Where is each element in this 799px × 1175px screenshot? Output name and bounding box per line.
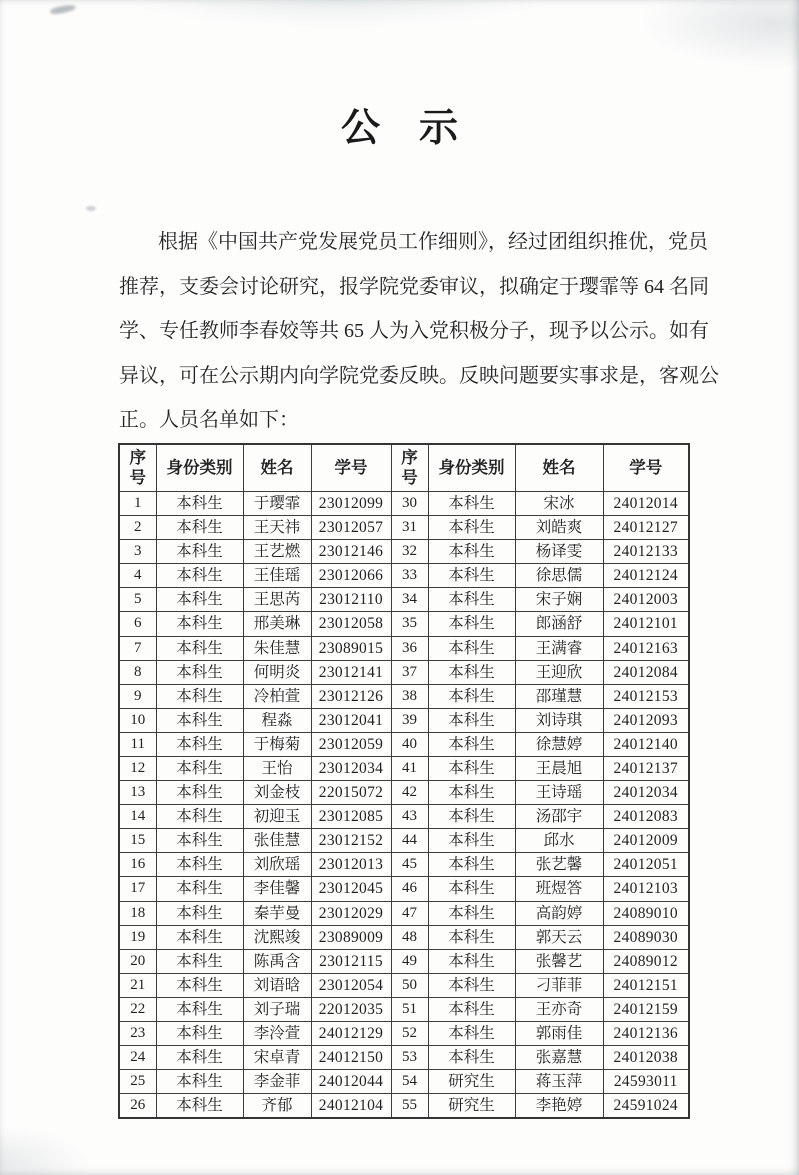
column-header: 学号 [311,444,391,492]
table-row [119,949,689,973]
name-cell: 邢美琳 [243,612,311,636]
name-cell: 刘语晗 [243,973,311,997]
table-row [119,732,689,756]
table-row [119,660,689,684]
name-cell: 何明炎 [243,660,311,684]
name-cell: 冷柏萱 [243,684,311,708]
column-header: 身份类别 [156,444,243,492]
category-cell: 本科生 [156,901,243,925]
category-cell: 研究生 [428,1094,515,1119]
roster-table [118,443,690,1119]
name-cell: 于梅菊 [243,732,311,756]
name-cell: 程淼 [243,708,311,732]
id-cell: 24593011 [603,1070,689,1094]
table-row [119,516,689,540]
seq-cell: 20 [119,949,156,973]
category-cell: 本科生 [428,660,515,684]
table-row [119,1094,689,1119]
category-cell: 本科生 [428,540,515,564]
seq-cell: 8 [119,660,156,684]
seq-cell: 53 [391,1046,428,1070]
table-row [119,684,689,708]
seq-cell: 32 [391,540,428,564]
seq-cell: 41 [391,757,428,781]
table-row [119,829,689,853]
announcement-paragraph [119,220,719,443]
category-cell: 本科生 [428,901,515,925]
id-cell: 24012009 [603,829,689,853]
name-cell: 王艺燃 [243,540,311,564]
id-cell: 24012153 [603,684,689,708]
category-cell: 本科生 [428,516,515,540]
seq-cell: 11 [119,732,156,756]
id-cell: 24012003 [603,588,689,612]
name-cell: 李佳馨 [243,877,311,901]
id-cell: 23012029 [311,901,391,925]
table-row [119,901,689,925]
table-row [119,1046,689,1070]
id-cell: 24012093 [603,708,689,732]
name-cell: 刁菲菲 [515,973,603,997]
seq-cell: 54 [391,1070,428,1094]
table-row [119,853,689,877]
name-cell: 王亦奇 [515,997,603,1021]
name-cell: 徐思儒 [515,564,603,588]
name-cell: 王思芮 [243,588,311,612]
name-cell: 杨译雯 [515,540,603,564]
column-header: 序号 [119,444,156,492]
table-row [119,708,689,732]
name-cell: 邱水 [515,829,603,853]
id-cell: 23089015 [311,636,391,660]
seq-cell: 36 [391,636,428,660]
name-cell: 刘欣瑶 [243,853,311,877]
id-cell: 24012127 [603,516,689,540]
id-cell: 22012035 [311,997,391,1021]
name-cell: 王晨旭 [515,757,603,781]
name-cell: 陈禹含 [243,949,311,973]
column-header: 姓名 [515,444,603,492]
category-cell: 本科生 [428,757,515,781]
id-cell: 24012124 [603,564,689,588]
seq-cell: 26 [119,1094,156,1119]
table-row [119,564,689,588]
category-cell: 本科生 [156,949,243,973]
name-cell: 王怡 [243,757,311,781]
category-cell: 本科生 [428,588,515,612]
seq-cell: 4 [119,564,156,588]
seq-cell: 2 [119,516,156,540]
seq-cell: 15 [119,829,156,853]
category-cell: 本科生 [156,684,243,708]
seq-cell: 39 [391,708,428,732]
category-cell: 本科生 [428,853,515,877]
seq-cell: 30 [391,491,428,515]
seq-cell: 40 [391,732,428,756]
table-row [119,588,689,612]
category-cell: 本科生 [428,564,515,588]
category-cell: 本科生 [156,612,243,636]
category-cell: 本科生 [428,612,515,636]
seq-cell: 5 [119,588,156,612]
seq-cell: 25 [119,1070,156,1094]
id-cell: 23012141 [311,660,391,684]
category-cell: 本科生 [156,973,243,997]
name-cell: 张馨艺 [515,949,603,973]
seq-cell: 19 [119,925,156,949]
category-cell: 本科生 [156,781,243,805]
seq-cell: 13 [119,781,156,805]
table-row [119,781,689,805]
name-cell: 刘子瑞 [243,997,311,1021]
category-cell: 本科生 [156,997,243,1021]
seq-cell: 52 [391,1022,428,1046]
id-cell: 24089010 [603,901,689,925]
seq-cell: 38 [391,684,428,708]
name-cell: 王迎欣 [515,660,603,684]
id-cell: 24012159 [603,997,689,1021]
page-title: 公 示 [340,107,458,150]
id-cell: 23012085 [311,805,391,829]
category-cell: 本科生 [156,1046,243,1070]
id-cell: 24012051 [603,853,689,877]
category-cell: 本科生 [156,708,243,732]
table-row [119,997,689,1021]
name-cell: 王诗瑶 [515,781,603,805]
id-cell: 23012066 [311,564,391,588]
name-cell: 汤邵宇 [515,805,603,829]
id-cell: 23012058 [311,612,391,636]
id-cell: 23012034 [311,757,391,781]
name-cell: 李金菲 [243,1070,311,1094]
seq-cell: 23 [119,1022,156,1046]
id-cell: 24012101 [603,612,689,636]
seq-cell: 50 [391,973,428,997]
id-cell: 23012152 [311,829,391,853]
category-cell: 本科生 [156,516,243,540]
category-cell: 本科生 [156,564,243,588]
name-cell: 王满睿 [515,636,603,660]
paragraph-line: 正。人员名单如下： [119,409,299,432]
id-cell: 23012146 [311,540,391,564]
column-header: 姓名 [243,444,311,492]
name-cell: 朱佳慧 [243,636,311,660]
category-cell: 本科生 [428,925,515,949]
name-cell: 班煜答 [515,877,603,901]
name-cell: 郭天云 [515,925,603,949]
seq-cell: 18 [119,901,156,925]
seq-cell: 16 [119,853,156,877]
category-cell: 本科生 [428,877,515,901]
category-cell: 本科生 [428,829,515,853]
table-row [119,636,689,660]
category-cell: 研究生 [428,1070,515,1094]
category-cell: 本科生 [428,1022,515,1046]
category-cell: 本科生 [156,1094,243,1119]
category-cell: 本科生 [156,829,243,853]
id-cell: 24012163 [603,636,689,660]
id-cell: 24089030 [603,925,689,949]
paragraph-line: 根据《中国共产党发展党员工作细则》，经过团组织推优，党员 [158,231,708,253]
name-cell: 李泠萱 [243,1022,311,1046]
category-cell: 本科生 [156,540,243,564]
table-row [119,612,689,636]
seq-cell: 42 [391,781,428,805]
id-cell: 24012014 [603,491,689,515]
category-cell: 本科生 [428,732,515,756]
seq-cell: 45 [391,853,428,877]
scan-speck-icon [86,206,96,211]
id-cell: 24012136 [603,1022,689,1046]
category-cell: 本科生 [156,925,243,949]
name-cell: 蒋玉萍 [515,1070,603,1094]
seq-cell: 6 [119,612,156,636]
name-cell: 邵瑾慧 [515,684,603,708]
name-cell: 秦芋曼 [243,901,311,925]
id-cell: 23012057 [311,516,391,540]
seq-cell: 9 [119,684,156,708]
seq-cell: 47 [391,901,428,925]
name-cell: 刘金枝 [243,781,311,805]
category-cell: 本科生 [156,660,243,684]
category-cell: 本科生 [428,973,515,997]
category-cell: 本科生 [428,781,515,805]
column-header: 学号 [603,444,689,492]
id-cell: 22015072 [311,781,391,805]
name-cell: 王天祎 [243,516,311,540]
seq-cell: 55 [391,1094,428,1119]
seq-cell: 12 [119,757,156,781]
seq-cell: 22 [119,997,156,1021]
id-cell: 23012115 [311,949,391,973]
paragraph-line: 异议，可在公示期内向学院党委反映。反映问题要实事求是，客观公 [119,364,719,387]
name-cell: 王佳瑶 [243,564,311,588]
seq-cell: 31 [391,516,428,540]
name-cell: 宋卓青 [243,1046,311,1070]
seq-cell: 49 [391,949,428,973]
table-row [119,973,689,997]
seq-cell: 44 [391,829,428,853]
name-cell: 郎涵舒 [515,612,603,636]
table-row [119,805,689,829]
id-cell: 24012034 [603,781,689,805]
table-row [119,1070,689,1094]
table-row [119,540,689,564]
paragraph-line: 学、专任教师李春姣等共 65 人为入党积极分子，现予以公示。如有 [119,320,709,343]
name-cell: 刘皓爽 [515,516,603,540]
id-cell: 23012059 [311,732,391,756]
name-cell: 徐慧婷 [515,732,603,756]
name-cell: 齐郁 [243,1094,311,1119]
seq-cell: 43 [391,805,428,829]
category-cell: 本科生 [428,805,515,829]
category-cell: 本科生 [428,1046,515,1070]
id-cell: 23012041 [311,708,391,732]
table-row [119,757,689,781]
name-cell: 张嘉慧 [515,1046,603,1070]
seq-cell: 34 [391,588,428,612]
name-cell: 于璎霏 [243,491,311,515]
seq-cell: 21 [119,973,156,997]
table-row [119,491,689,515]
category-cell: 本科生 [156,877,243,901]
category-cell: 本科生 [428,636,515,660]
category-cell: 本科生 [428,949,515,973]
category-cell: 本科生 [428,684,515,708]
seq-cell: 37 [391,660,428,684]
name-cell: 宋冰 [515,491,603,515]
table-row [119,877,689,901]
category-cell: 本科生 [156,588,243,612]
id-cell: 24012129 [311,1022,391,1046]
id-cell: 24012137 [603,757,689,781]
id-cell: 24012044 [311,1070,391,1094]
name-cell: 初迎玉 [243,805,311,829]
category-cell: 本科生 [428,708,515,732]
seq-cell: 48 [391,925,428,949]
column-header: 身份类别 [428,444,515,492]
id-cell: 24089012 [603,949,689,973]
name-cell: 李艳婷 [515,1094,603,1119]
id-cell: 24012104 [311,1094,391,1119]
seq-cell: 24 [119,1046,156,1070]
name-cell: 张佳慧 [243,829,311,853]
id-cell: 24012103 [603,877,689,901]
roster-table-body [119,491,689,1118]
seq-cell: 35 [391,612,428,636]
category-cell: 本科生 [156,636,243,660]
id-cell: 23012126 [311,684,391,708]
seq-cell: 51 [391,997,428,1021]
id-cell: 24591024 [603,1094,689,1119]
name-cell: 宋子娴 [515,588,603,612]
category-cell: 本科生 [156,853,243,877]
id-cell: 24012083 [603,805,689,829]
seq-cell: 1 [119,491,156,515]
category-cell: 本科生 [156,1070,243,1094]
category-cell: 本科生 [428,491,515,515]
category-cell: 本科生 [156,805,243,829]
id-cell: 23012045 [311,877,391,901]
category-cell: 本科生 [156,1022,243,1046]
paragraph-line: 推荐，支委会讨论研究，报学院党委审议，拟确定于璎霏等 64 名同 [119,275,709,298]
seq-cell: 7 [119,636,156,660]
name-cell: 高韵婷 [515,901,603,925]
id-cell: 24012133 [603,540,689,564]
seq-cell: 46 [391,877,428,901]
roster-table-header [119,444,689,492]
id-cell: 24012151 [603,973,689,997]
id-cell: 24012140 [603,732,689,756]
id-cell: 23012054 [311,973,391,997]
name-cell: 刘诗琪 [515,708,603,732]
seq-cell: 14 [119,805,156,829]
id-cell: 23012013 [311,853,391,877]
id-cell: 23012110 [311,588,391,612]
id-cell: 23012099 [311,491,391,515]
id-cell: 24012038 [603,1046,689,1070]
name-cell: 郭雨佳 [515,1022,603,1046]
category-cell: 本科生 [156,491,243,515]
seq-cell: 33 [391,564,428,588]
category-cell: 本科生 [428,997,515,1021]
seq-cell: 3 [119,540,156,564]
name-cell: 张艺馨 [515,853,603,877]
header-row [119,444,689,492]
category-cell: 本科生 [156,757,243,781]
id-cell: 24012084 [603,660,689,684]
id-cell: 24012150 [311,1046,391,1070]
table-row [119,1022,689,1046]
column-header: 序号 [391,444,428,492]
name-cell: 沈熙竣 [243,925,311,949]
table-row [119,925,689,949]
seq-cell: 10 [119,708,156,732]
seq-cell: 17 [119,877,156,901]
category-cell: 本科生 [156,732,243,756]
id-cell: 23089009 [311,925,391,949]
